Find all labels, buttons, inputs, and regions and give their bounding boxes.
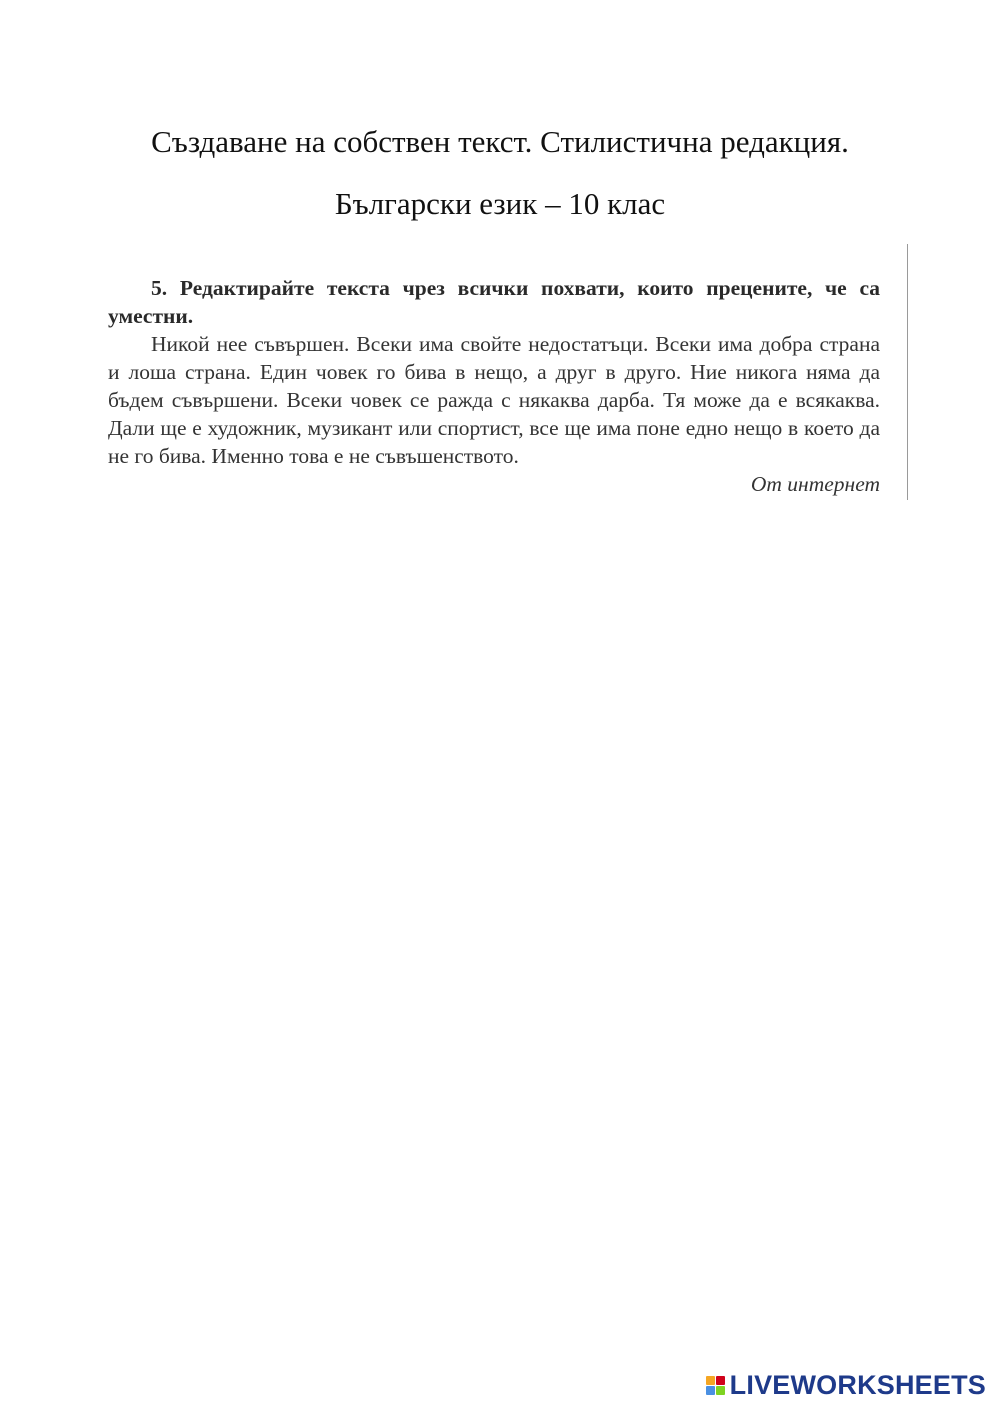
text-source: От интернет (750, 472, 880, 496)
watermark-brand: LIVEWORKSHEETS (729, 1370, 986, 1400)
logo-square-3 (706, 1386, 715, 1395)
logo-square-4 (716, 1386, 725, 1395)
logo-square-2 (716, 1376, 725, 1385)
liveworksheets-logo-icon (706, 1376, 725, 1395)
exercise-task: 5. Редактирайте текста чрез всички похвати, които прецените, че са уместни. (108, 276, 880, 328)
page-subtitle: Български език – 10 клас (334, 186, 666, 221)
textbook-excerpt (108, 274, 880, 498)
margin-rule (907, 244, 908, 500)
liveworksheets-watermark (706, 1370, 986, 1400)
exercise-text: Никой нее съвършен. Всеки има свойте недостатъци. Всеки има добра страна и лоша страна. Един човек го бива в нещо, а друг в друго. Ние никога няма да бъдем съвършени. Всеки човек се ражда с някаква дарба. Тя може да е всякаква. Дали ще е художник, музикант или спортист, все ще има поне едно нещо в което да не го бива. Именно това е не съвъшенството. (108, 332, 880, 468)
logo-square-1 (706, 1376, 715, 1385)
page-title: Създаване на собствен текст. Стилистична редакция. (151, 124, 849, 159)
